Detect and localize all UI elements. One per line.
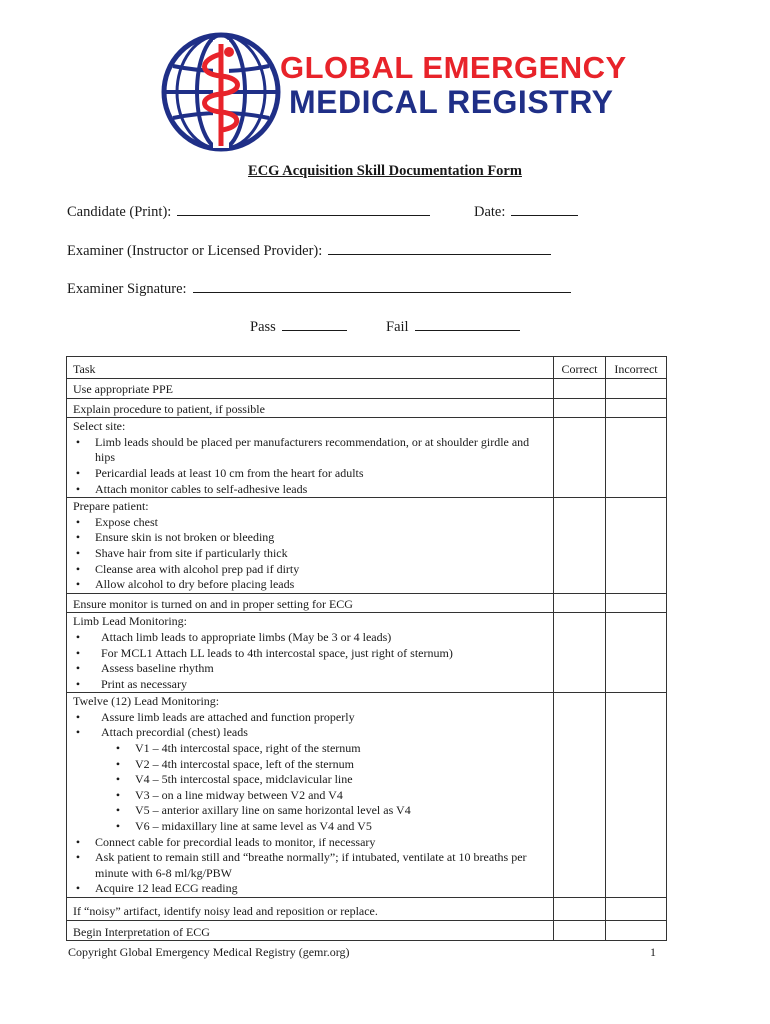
- table-row: [67, 920, 667, 941]
- date-label: Date:: [474, 204, 506, 220]
- list-item: • Ensure skin is not broken or bleeding: [95, 530, 549, 546]
- table-row: [67, 418, 667, 498]
- correct-checkbox-cell[interactable]: [554, 593, 606, 613]
- list-item: • Acquire 12 lead ECG reading: [95, 881, 549, 897]
- candidate-label: Candidate (Print):: [67, 204, 172, 220]
- incorrect-checkbox-cell[interactable]: [606, 593, 667, 613]
- incorrect-header: Incorrect: [606, 357, 667, 379]
- table-row: [67, 898, 667, 921]
- incorrect-checkbox-cell[interactable]: [606, 498, 667, 594]
- sub-list-item: • V5 – anterior axillary line on same horizontal level as V4: [135, 803, 549, 819]
- task-table: [66, 356, 667, 941]
- incorrect-checkbox-cell[interactable]: [606, 379, 667, 399]
- table-row: [67, 398, 667, 418]
- task-cell: [67, 398, 554, 418]
- list-item: • Attach monitor cables to self-adhesive leads: [95, 482, 549, 498]
- candidate-input[interactable]: [177, 201, 430, 216]
- task-cell: [67, 920, 554, 941]
- correct-checkbox-cell[interactable]: [554, 418, 606, 498]
- list-item: • Assess baseline rhythm: [101, 661, 549, 677]
- signature-label: Examiner Signature:: [67, 281, 187, 297]
- table-row: [67, 498, 667, 594]
- list-item: • Assure limb leads are attached and function properly: [101, 710, 549, 726]
- correct-checkbox-cell[interactable]: [554, 398, 606, 418]
- examiner-label: Examiner (Instructor or Licensed Provider):: [67, 243, 323, 259]
- pass-field: [250, 316, 347, 336]
- task-heading: Use appropriate PPE: [73, 382, 173, 396]
- incorrect-checkbox-cell[interactable]: [606, 693, 667, 898]
- fail-label: Fail: [386, 319, 409, 335]
- logo-line-2: MEDICAL REGISTRY: [289, 84, 614, 120]
- list-item: • Attach limb leads to appropriate limbs (May be 3 or 4 leads): [101, 630, 549, 646]
- task-heading: Select site:: [73, 419, 126, 434]
- list-item: • Connect cable for precordial leads to monitor, if necessary: [95, 835, 549, 851]
- table-row: [67, 379, 667, 399]
- form-title: ECG Acquisition Skill Documentation Form: [248, 163, 522, 179]
- candidate-field: [67, 201, 430, 221]
- list-item-text: Attach precordial (chest) leads: [101, 725, 248, 740]
- task-heading: If “noisy” artifact, identify noisy lead and reposition or replace.: [73, 904, 378, 918]
- examiner-input[interactable]: [328, 240, 551, 255]
- table-row: [67, 693, 667, 898]
- list-item: • Shave hair from site if particularly thick: [95, 546, 549, 562]
- pass-label: Pass: [250, 319, 276, 335]
- correct-checkbox-cell[interactable]: [554, 379, 606, 399]
- task-heading: Ensure monitor is turned on and in proper setting for ECG: [73, 596, 353, 611]
- incorrect-checkbox-cell[interactable]: [606, 898, 667, 921]
- task-cell: [67, 418, 554, 498]
- task-cell: [67, 593, 554, 613]
- table-header-row: [67, 357, 667, 379]
- task-cell: [67, 693, 554, 898]
- list-item: • For MCL1 Attach LL leads to 4th intercostal space, just right of sternum): [101, 646, 549, 662]
- task-heading: Prepare patient:: [73, 499, 149, 514]
- task-heading: Twelve (12) Lead Monitoring:: [73, 694, 220, 709]
- incorrect-checkbox-cell[interactable]: [606, 398, 667, 418]
- incorrect-checkbox-cell[interactable]: [606, 613, 667, 693]
- logo-line-1: GLOBAL EMERGENCY: [280, 50, 627, 85]
- correct-checkbox-cell[interactable]: [554, 613, 606, 693]
- task-heading: Begin Interpretation of ECG: [73, 924, 210, 939]
- fail-field: [386, 316, 520, 336]
- task-cell: [67, 379, 554, 399]
- pass-input[interactable]: [282, 316, 347, 331]
- sub-list-item: • V3 – on a line midway between V2 and V4: [135, 788, 549, 804]
- sub-list-item: • V4 – 5th intercostal space, midclavicular line: [135, 772, 549, 788]
- list-item: [101, 725, 549, 834]
- examiner-field: [67, 240, 551, 260]
- task-heading: Explain procedure to patient, if possible: [73, 401, 265, 416]
- list-item: • Expose chest: [95, 515, 549, 531]
- list-item: • Limb leads should be placed per manufacturers recommendation, or at shoulder girdle and hips: [95, 435, 549, 466]
- correct-header: Correct: [554, 357, 606, 379]
- task-heading: Limb Lead Monitoring:: [73, 614, 187, 629]
- list-item: • Print as necessary: [101, 677, 549, 693]
- incorrect-checkbox-cell[interactable]: [606, 418, 667, 498]
- signature-input[interactable]: [193, 278, 571, 293]
- sub-list-item: • V2 – 4th intercostal space, left of the sternum: [135, 757, 549, 773]
- correct-checkbox-cell[interactable]: [554, 898, 606, 921]
- table-row: [67, 613, 667, 693]
- page-number: 1: [650, 945, 656, 959]
- task-cell: [67, 613, 554, 693]
- list-item: • Ask patient to remain still and “breathe normally”; if intubated, ventilate at 10 breaths per minute with 6-8 ml/kg/PBW: [95, 850, 549, 881]
- globe-caduceus-icon: [159, 30, 283, 154]
- list-item: • Pericardial leads at least 10 cm from the heart for adults: [95, 466, 549, 482]
- signature-field: [67, 278, 571, 298]
- date-field: [474, 201, 578, 221]
- task-cell: [67, 898, 554, 921]
- fail-input[interactable]: [415, 316, 520, 331]
- correct-checkbox-cell[interactable]: [554, 693, 606, 898]
- footer-copyright: Copyright Global Emergency Medical Registry (gemr.org): [68, 945, 350, 959]
- sub-list-item: • V1 – 4th intercostal space, right of the sternum: [135, 741, 549, 757]
- correct-checkbox-cell[interactable]: [554, 920, 606, 941]
- date-input[interactable]: [511, 201, 578, 216]
- list-item: • Cleanse area with alcohol prep pad if dirty: [95, 562, 549, 578]
- correct-checkbox-cell[interactable]: [554, 498, 606, 594]
- task-header: Task: [67, 357, 554, 379]
- task-cell: [67, 498, 554, 594]
- sub-list-item: • V6 – midaxillary line at same level as V4 and V5: [135, 819, 549, 835]
- incorrect-checkbox-cell[interactable]: [606, 920, 667, 941]
- table-row: [67, 593, 667, 613]
- list-item: • Allow alcohol to dry before placing leads: [95, 577, 549, 593]
